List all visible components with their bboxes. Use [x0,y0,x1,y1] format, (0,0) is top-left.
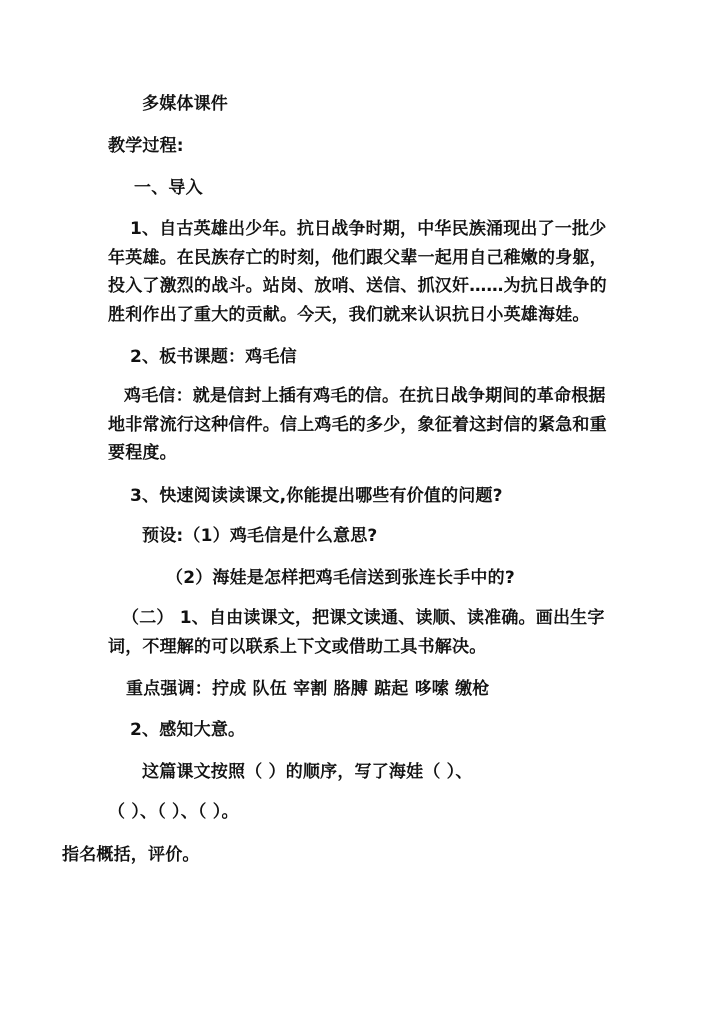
paragraph-line: 投入了激烈的战斗。站岗、放哨、送信、抓汉奸……为抗日战争的 [108,276,607,296]
paragraph-line: 2、板书课题：鸡毛信 [130,347,297,367]
paragraph-line: 指名概括，评价。 [62,845,200,865]
paragraph-line: 预设:（1）鸡毛信是什么意思? [142,526,378,546]
paragraph-line: （ ）、（ ）、（ ）。 [108,802,239,822]
paragraph-line: 胜利作出了重大的贡献。今天，我们就来认识抗日小英雄海娃。 [108,305,590,325]
paragraph-line: （2）海娃是怎样把鸡毛信送到张连长手中的? [166,568,515,588]
paragraph-line: 年英雄。在民族存亡的时刻，他们跟父辈一起用自己稚嫩的身躯， [108,248,607,268]
paragraph-line: 1、自古英雄出少年。抗日战争时期，中华民族涌现出了一批少 [130,219,607,239]
paragraph-line: 词，不理解的可以联系上下文或借助工具书解决。 [108,637,487,657]
paragraph-line: 这篇课文按照（ ）的顺序，写了海娃（ ）、 [142,762,473,782]
paragraph-line: 地非常流行这种信件。信上鸡毛的多少，象征着这封信的紧急和重 [108,415,607,435]
section-heading-teaching-process: 教学过程: [108,136,184,156]
section-heading-intro: 一、导入 [134,178,203,198]
paragraph-line: 3、快速阅读读课文,你能提出哪些有价值的问题? [130,486,503,506]
paragraph-line: 2、感知大意。 [130,720,246,740]
paragraph-line: 要程度。 [108,443,177,463]
paragraph-line: （二） 1、自由读课文，把课文读通、读顺、读准确。画出生字 [122,608,605,628]
paragraph-line: 鸡毛信：就是信封上插有鸡毛的信。在抗日战争期间的革命根据 [124,386,606,406]
paragraph-line: 重点强调：拧成 队伍 宰割 胳膊 踮起 哆嗦 缴枪 [126,679,490,699]
doc-header: 多媒体课件 [142,94,228,114]
